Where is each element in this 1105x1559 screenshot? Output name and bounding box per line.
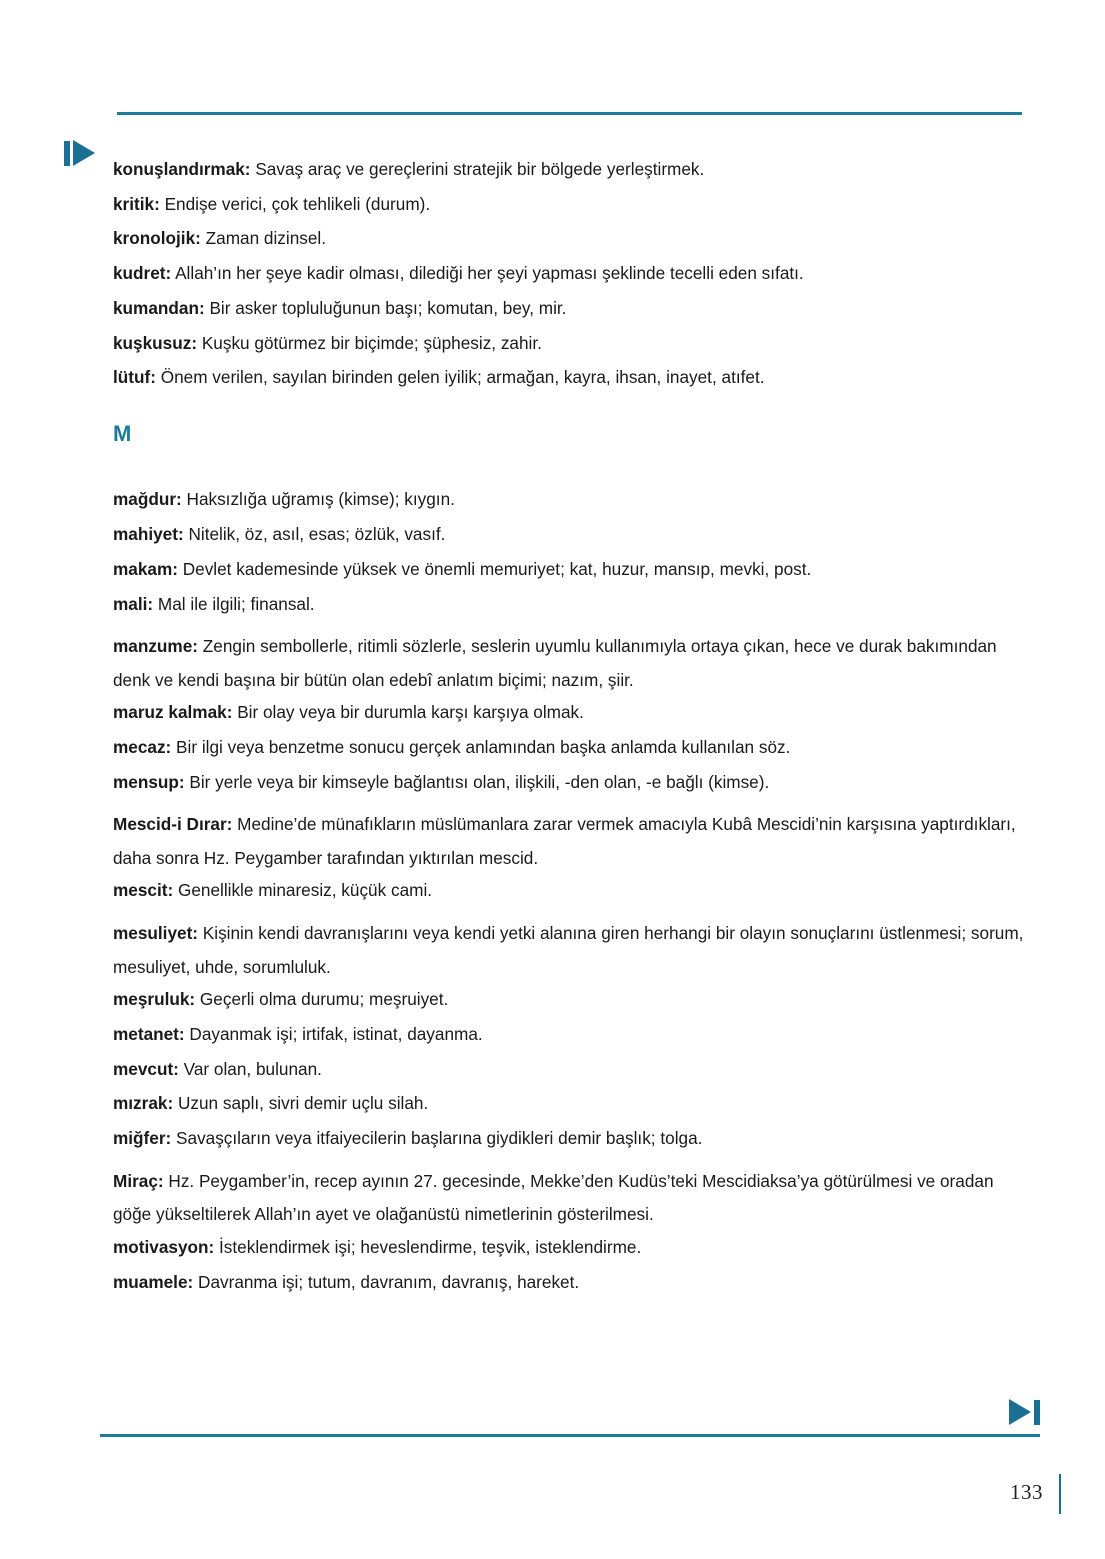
glossary-list-lower [113,491,1025,1290]
glossary-entry [113,808,1025,875]
nav-bar-glyph [1034,1400,1040,1425]
glossary-definition: Bir asker topluluğunun başı; komutan, bey, mir. [204,297,567,318]
glossary-definition: Nitelik, öz, asıl, esas; özlük, vasıf. [183,524,446,545]
glossary-term: lütuf: [113,367,156,388]
section-heading-m: M [113,421,132,447]
glossary-definition: Var olan, bulunan. [178,1058,322,1079]
glossary-term: miğfer: [113,1128,172,1149]
glossary-entry [113,369,1025,386]
glossary-entry [113,630,1025,697]
glossary-entry [113,1165,1025,1232]
glossary-definition: Geçerli olma durumu; meşruiyet. [195,989,449,1010]
skip-to-previous-icon[interactable] [64,140,95,166]
glossary-definition: Allah’ın her şeye kadir olması, dilediği her şeyi yapması şeklinde tecelli eden sıfatı. [171,263,804,284]
glossary-definition: Devlet kademesinde yüksek ve önemli memuriyet; kat, huzur, mansıp, mevki, post. [177,558,812,579]
footer-divider [1059,1474,1061,1514]
glossary-definition: İsteklendirmek işi; heveslendirme, teşvik, isteklendirme. [214,1236,642,1257]
glossary-entry [113,526,1025,543]
glossary-term: metanet: [113,1023,185,1044]
glossary-term: mesuliyet: [113,923,199,944]
header-rule [117,112,1022,115]
glossary-definition: Bir olay veya bir durumla karşı karşıya olmak. [232,702,584,723]
glossary-entry [113,1271,1025,1292]
page-number: 133 [1010,1480,1043,1504]
glossary-term: kritik: [113,193,160,214]
footer-rule [100,1434,1040,1437]
glossary-definition: Medine’de münafıkların müslümanlara zarar vermek amacıyla Kubâ Mescidi’nin karşısına yaptırdıkları, daha sonra Hz. Peygamber tarafından yıktırılan mescid. [113,814,1016,868]
glossary-term: mevcut: [113,1058,179,1079]
glossary-term: Mescid-i Dırar: [113,814,233,835]
glossary-content [113,161,1025,1308]
glossary-entry [113,771,1025,792]
glossary-term: mali: [113,593,154,614]
glossary-term: mahiyet: [113,524,184,545]
glossary-term: mecaz: [113,737,172,757]
glossary-entry [113,1095,1025,1112]
glossary-term: kudret: [113,263,172,284]
glossary-definition: Kuşku götürmez bir biçimde; şüphesiz, zahir. [197,332,542,353]
glossary-definition: Bir ilgi veya benzetme sonucu gerçek anlamından başka anlamda kullanılan söz. [171,737,791,757]
glossary-list-upper [113,161,1025,386]
glossary-term: meşruluk: [113,989,196,1010]
glossary-entry [113,297,1025,318]
glossary-definition: Genellikle minaresiz, küçük cami. [173,880,433,901]
glossary-entry [113,739,1025,756]
glossary-term: konuşlandırmak: [113,159,251,179]
nav-triangle-glyph [1009,1399,1031,1425]
glossary-entry [113,265,1025,282]
glossary-definition: Zaman dizinsel. [200,228,326,249]
glossary-term: motivasyon: [113,1236,215,1257]
glossary-definition: Uzun saplı, sivri demir uçlu silah. [173,1093,429,1114]
glossary-term: mağdur: [113,489,182,510]
nav-bar-glyph [64,141,70,166]
glossary-entry [113,593,1025,614]
glossary-term: kumandan: [113,297,205,318]
glossary-term: kronolojik: [113,228,201,249]
glossary-term: maruz kalmak: [113,702,233,723]
glossary-definition: Davranma işi; tutum, davranım, davranış, hareket. [193,1271,580,1292]
glossary-definition: Hz. Peygamber’in, recep ayının 27. gecesinde, Mekke’den Kudüs’teki Mescidiaksa’ya götürülmesi ve oradan göğe yükseltilerek Allah’ın ayet ve olağanüstü nimetlerinin gösterilmesi. [113,1170,994,1225]
skip-to-next-icon[interactable] [1009,1399,1040,1425]
glossary-term: Miraç: [113,1170,164,1191]
glossary-definition: Zengin sembollerle, ritimli sözlerle, seslerin uyumlu kullanımıyla ortaya çıkan, hece ve durak bakımından denk ve kendi başına bir bütün olan edebî anlatım biçimi; nazım, şiir. [113,636,997,690]
glossary-entry [113,230,1025,247]
glossary-entry [113,1058,1025,1079]
glossary-entry [113,193,1025,214]
glossary-entry [113,882,1025,899]
glossary-entry [113,332,1025,353]
glossary-definition: Kişinin kendi davranışlarını veya kendi yetki alanına giren herhangi bir olayın sonuçlarını üstlenmesi; sorum, mesuliyet, uhde, sorumluluk. [113,923,1024,977]
glossary-entry [113,161,1025,178]
glossary-definition: Mal ile ilgili; finansal. [153,593,315,614]
glossary-definition: Bir yerle veya bir kimseyle bağlantısı olan, ilişkili, -den olan, -e bağlı (kimse). [184,771,770,792]
glossary-entry [113,704,1025,721]
glossary-term: mızrak: [113,1093,174,1114]
glossary-definition: Savaş araç ve gereçlerini stratejik bir bölgede yerleştirmek. [250,159,705,179]
glossary-definition: Savaşçıların veya itfaiyecilerin başlarına giydikleri demir başlık; tolga. [171,1128,703,1149]
glossary-entry [113,991,1025,1008]
glossary-entry [113,1236,1025,1257]
glossary-entry [113,558,1025,579]
glossary-entry [113,1130,1025,1147]
glossary-definition: Haksızlığa uğramış (kimse); kıygın. [181,489,455,510]
glossary-definition: Önem verilen, sayılan birinden gelen iyilik; armağan, kayra, ihsan, inayet, atıfet. [155,367,765,388]
glossary-term: mensup: [113,771,185,792]
glossary-definition: Dayanmak işi; irtifak, istinat, dayanma. [184,1023,483,1044]
glossary-term: manzume: [113,636,198,657]
glossary-entry [113,917,1025,984]
glossary-term: makam: [113,558,178,579]
glossary-term: mescit: [113,880,174,901]
glossary-definition: Endişe verici, çok tehlikeli (durum). [159,193,431,214]
glossary-term: muamele: [113,1271,194,1292]
page-footer [0,1480,1105,1540]
glossary-entry [113,1023,1025,1044]
glossary-entry [113,491,1025,508]
nav-triangle-glyph [73,140,95,166]
glossary-term: kuşkusuz: [113,332,198,353]
